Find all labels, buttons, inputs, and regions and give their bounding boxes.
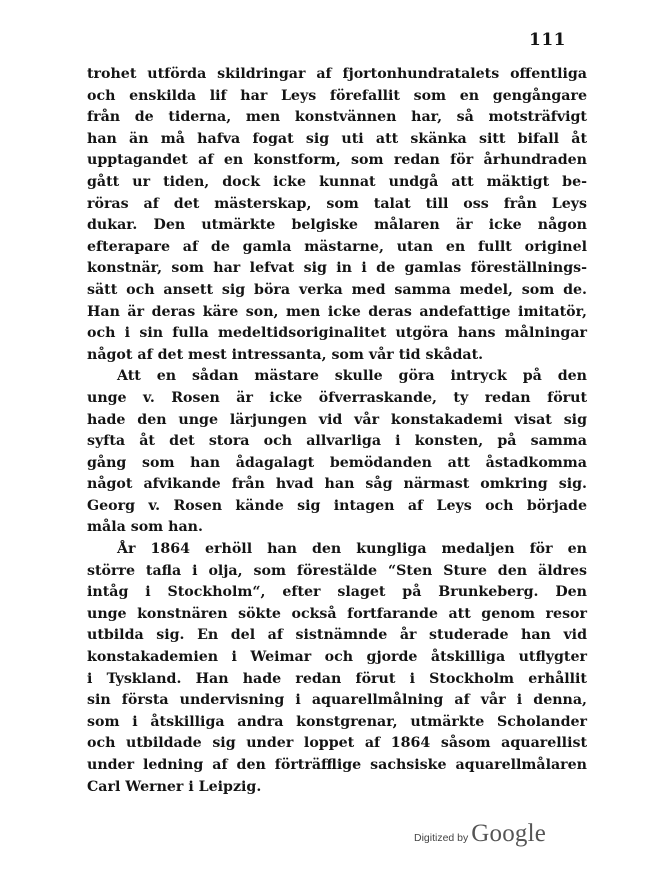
text-line: och utbildade sig under loppet af 1864 såsom aquarellist <box>87 735 587 752</box>
digitized-by-google-watermark <box>414 820 546 848</box>
text-line: trohet utförda skildringar af fjortonhundratalets offentliga <box>87 66 587 82</box>
text-line: i Tyskland. Han hade redan förut i Stockholm erhållit <box>87 670 587 687</box>
text-line: måla som han. <box>87 519 203 536</box>
text-line: som i åtskilliga andra konstgrenar, utmärkte Scholander <box>87 713 587 730</box>
text-line: unge v. Rosen är icke öfverraskande, ty redan förut <box>87 389 587 406</box>
text-line: han än må hafva fogat sig uti att skänka sitt bifall åt <box>87 130 587 147</box>
text-line: konstnär, som har lefvat sig in i de gamlas föreställnings- <box>87 260 587 277</box>
text-line: gång som han ådagalagt bemödanden att åstadkomma <box>87 454 587 471</box>
text-line: Georg v. Rosen kände sig intagen af Leys och började <box>87 497 587 514</box>
text-line: utbilda sig. En del af sistnämnde år studerade han vid <box>87 627 587 644</box>
text-line: hade den unge lärjungen vid vår konstakademi visat sig <box>87 411 587 428</box>
text-line: efterapare af de gamla mästarne, utan en fullt originel <box>87 238 587 255</box>
text-line: Carl Werner i Leipzig. <box>87 778 262 795</box>
text-line: konstakademien i Weimar och gjorde åtskilliga utflygter <box>87 649 587 666</box>
text-line: År 1864 erhöll han den kungliga medaljen för en <box>117 541 587 558</box>
text-line: sätt och ansett sig böra verka med samma medel, som de. <box>87 281 587 298</box>
page-number: 111 <box>529 30 566 50</box>
text-line: Han är deras käre son, men icke deras andefattige imitatör, <box>87 303 587 320</box>
text-line: unge konstnären sökte också fortfarande att genom resor <box>87 605 587 622</box>
text-line: och enskilda lif har Leys förefallit som en gengångare <box>87 87 587 104</box>
digitized-by-label: Digitized by <box>414 832 469 844</box>
text-line: intåg i Stockholm“, efter slaget på Brunkeberg. Den <box>87 584 587 601</box>
text-line: något af det mest intressanta, som vår tid skådat. <box>87 346 484 363</box>
text-line: under ledning af den förträfflige sachsiske aquarellmålaren <box>87 757 587 773</box>
text-line: från de tiderna, men konstvännen har, så motsträfvigt <box>87 109 587 126</box>
text-line: sin första undervisning i aquarellmålning af vår i denna, <box>87 692 587 709</box>
text-line: större tafla i olja, som förestälde “Sten Sture den äldres <box>87 562 587 579</box>
text-line: och i sin fulla medeltidsoriginalitet utgöra hans målningar <box>87 325 587 342</box>
text-line: Att en sådan mästare skulle göra intryck på den <box>117 368 587 385</box>
text-line: dukar. Den utmärkte belgiske målaren är icke någon <box>87 217 587 234</box>
text-line: gått ur tiden, dock icke kunnat undgå att mäktigt be- <box>87 173 587 190</box>
text-line: upptagandet af en konstform, som redan för århundraden <box>87 152 587 169</box>
text-line: syfta åt det stora och allvarliga i konsten, på samma <box>87 433 587 450</box>
body-text <box>87 64 587 798</box>
google-logo: Google <box>471 820 547 847</box>
text-line: röras af det mästerskap, som talat till oss från Leys <box>87 195 587 212</box>
text-line: något afvikande från hvad han såg närmast omkring sig. <box>87 476 587 493</box>
